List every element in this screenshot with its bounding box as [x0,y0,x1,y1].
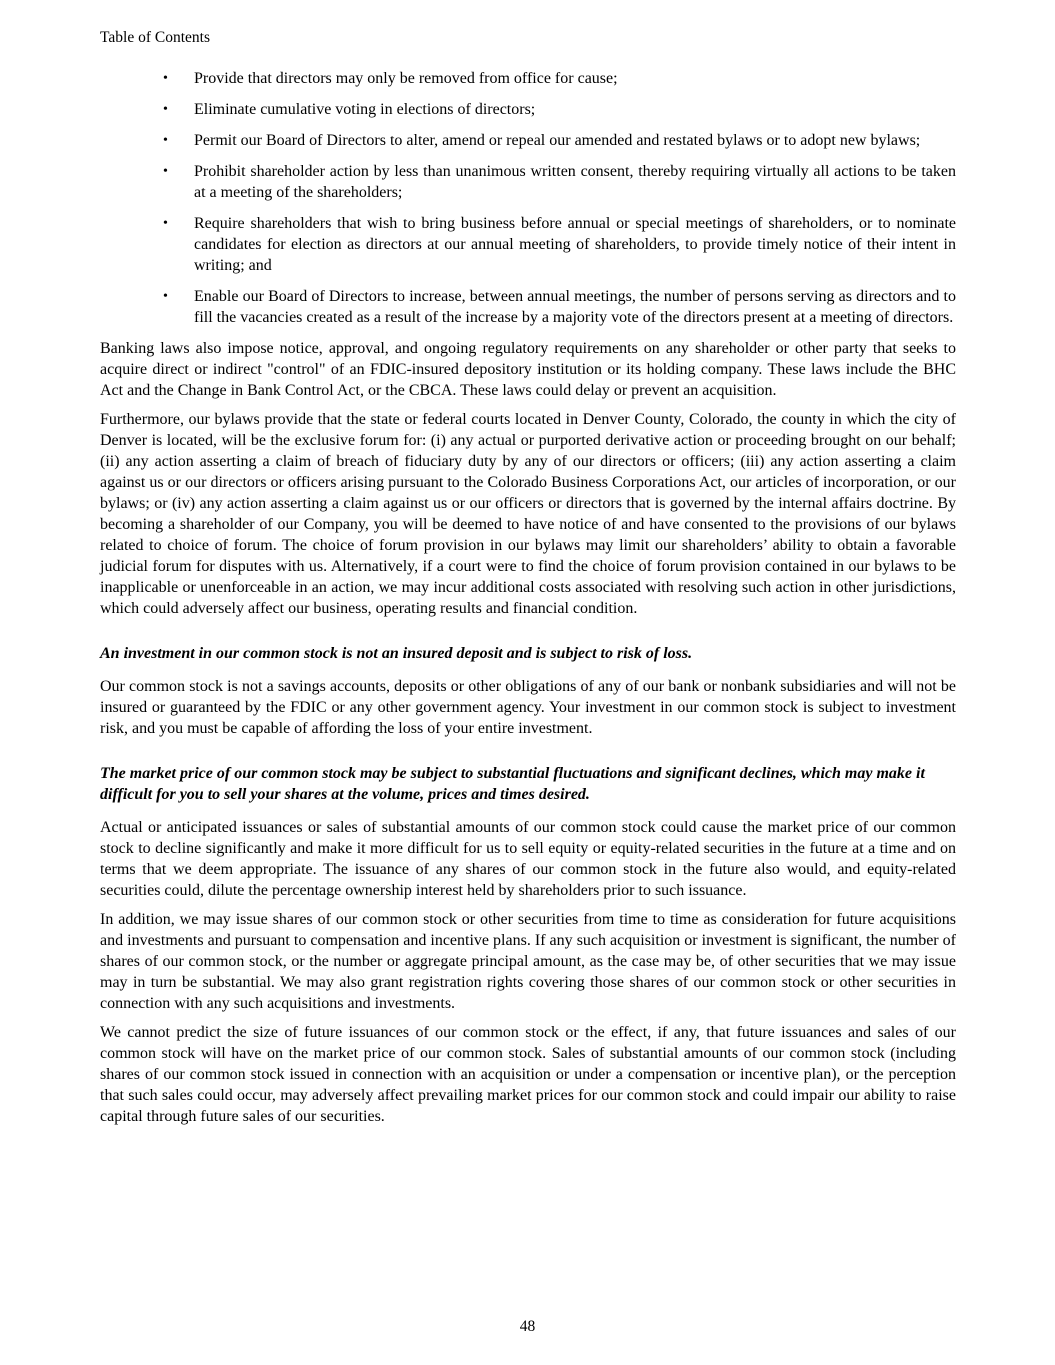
paragraph-future-issuances: In addition, we may issue shares of our common stock or other securities from time to time as consideration for future acquisitions and investments and pursuant to compensation and incentive plans. If any such acquisition or investment is significant, the number of shares of our common stock, or the number or aggregate principal amount, as the case may be, of other securities that we may issue may in turn be substantial. We may also grant registration rights covering those shares of our common stock or other securities in connection with any such acquisitions and investments. [100,911,956,1012]
list-item [100,286,956,328]
bullet-marker: • [163,133,168,148]
list-item [100,68,956,89]
list-item [100,99,956,120]
risk-heading-insured-deposit: An investment in our common stock is not an insured deposit and is subject to risk of loss. [100,645,693,662]
list-item-text: Prohibit shareholder action by less than unanimous written consent, thereby requiring virtually all actions to be taken at a meeting of the shareholders; [194,163,956,201]
paragraph-banking-laws: Banking laws also impose notice, approval, and ongoing regulatory requirements on any shareholder or other party that seeks to acquire direct or indirect "control" of an FDIC-insured depository institution or its holding company. These laws include the BHC Act and the Change in Bank Control Act, or the CBCA. These laws could delay or prevent an acquisition. [100,340,956,399]
list-item-text: Require shareholders that wish to bring business before annual or special meetings of shareholders, or to nominate candidates for election as directors at our annual meeting of shareholders, to provide timely notice of their intent in writing; and [194,215,956,274]
page-number: 48 [519,1318,536,1335]
list-item-text: Eliminate cumulative voting in elections of directors; [194,101,536,118]
bullet-marker: • [163,164,168,179]
list-item [100,130,956,151]
table-of-contents-link[interactable]: Table of Contents [100,29,210,46]
document-body [100,68,956,1135]
bullet-marker: • [163,102,168,117]
list-item [100,161,956,203]
paragraph-not-insured: Our common stock is not a savings accounts, deposits or other obligations of any of our bank or nonbank subsidiaries and will not be insured or guaranteed by the FDIC or any other government agency. Your investment in our common stock is subject to investment risk, and you must be capable of affording the loss of your entire investment. [100,678,956,737]
list-item-text: Provide that directors may only be removed from office for cause; [194,70,618,87]
risk-heading-market-price: The market price of our common stock may be subject to substantial fluctuations and significant declines, which may make it difficult for you to sell your shares at the volume, prices and times desired. [100,765,925,803]
bullet-list [100,68,956,328]
bullet-marker: • [163,289,168,304]
list-item-text: Enable our Board of Directors to increase, between annual meetings, the number of persons serving as directors and to fill the vacancies created as a result of the increase by a majority vote of the directors present at a meeting of directors. [194,288,956,326]
paragraph-cannot-predict: We cannot predict the size of future issuances of our common stock or the effect, if any, that future issuances and sales of our common stock will have on the market price of our common stock. Sales of substantial amounts of our common stock (including shares of our common stock issued in connection with an acquisition or under a compensation or incentive plan), or the perception that such sales could occur, may adversely affect prevailing market prices for our common stock and could impair our ability to raise capital through future sales of our securities. [100,1024,956,1125]
list-item-text: Permit our Board of Directors to alter, amend or repeal our amended and restated bylaws or to adopt new bylaws; [194,132,921,149]
paragraph-forum-provision: Furthermore, our bylaws provide that the state or federal courts located in Denver County, Colorado, the county in which the city of Denver is located, will be the exclusive forum for: (i) any actual or purported derivative action or proceeding brought on our behalf; (ii) any action asserting a claim of breach of fiduciary duty by any of our directors or officers; (iii) any action asserting a claim against us or our directors or officers arising pursuant to the Colorado Business Corporations Act, our articles of incorporation, or our bylaws; or (iv) any action asserting a claim against us or our officers or directors that is governed by the internal affairs doctrine. By becoming a shareholder of our Company, you will be deemed to have notice of and have consented to the provisions of our bylaws related to choice of forum. The choice of forum provision in our bylaws may limit our shareholders’ ability to obtain a favorable judicial forum for disputes with us. Alternatively, if a court were to find the choice of forum provision contained in our bylaws to be inapplicable or unenforceable in an action, we may incur additional costs associated with resolving such action in other jurisdictions, which could adversely affect our business, operating results and financial condition. [100,411,956,617]
bullet-marker: • [163,71,168,86]
list-item [100,213,956,276]
paragraph-issuances-dilution: Actual or anticipated issuances or sales of substantial amounts of our common stock could cause the market price of our common stock to decline significantly and make it more difficult for us to sell equity or equity-related securities in the future at a time and on terms that we deem appropriate. The issuance of any shares of our common stock in the future also would, and equity-related securities could, dilute the percentage ownership interest held by shareholders prior to such issuance. [100,819,956,899]
bullet-marker: • [163,216,168,231]
